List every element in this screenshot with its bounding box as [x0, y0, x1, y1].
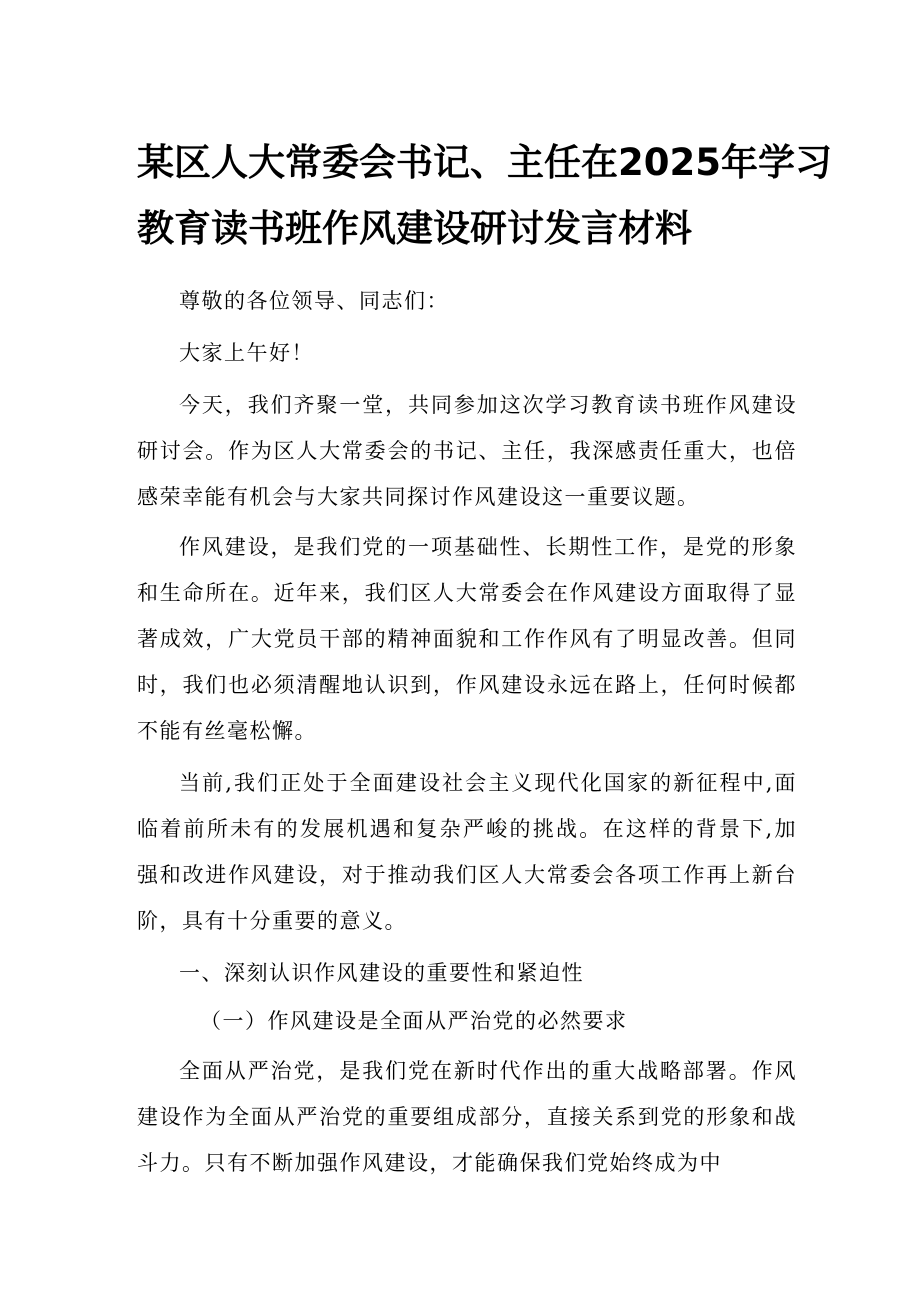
document-title	[137, 130, 832, 262]
document-body	[137, 278, 797, 1186]
subsection-heading-1: （一）作风建设是全面从严治党的必然要求	[200, 1009, 628, 1033]
title-line-1: 某区人大常委会书记、主任在2025年学习	[137, 141, 832, 184]
paragraph-1: 今天，我们齐聚一堂，共同参加这次学习教育读书班作风建设研讨会。作为区人大常委会的书记、主任，我深感责任重大，也倍感荣幸能有机会与大家共同探讨作风建设这一重要议题。	[137, 393, 797, 509]
greeting: 大家上午好！	[179, 341, 314, 365]
title-line-2: 教育读书班作风建设研讨发言材料	[137, 207, 692, 250]
section-heading-1: 一、深刻认识作风建设的重要性和紧迫性	[179, 961, 584, 985]
paragraph-3: 当前,我们正处于全面建设社会主义现代化国家的新征程中,面临着前所未有的发展机遇和复杂严峻的挑战。在这样的背景下,加强和改进作风建设，对于推动我们区人大常委会各项工作再上新台阶，具有十分重要的意义。	[137, 771, 797, 933]
salutation: 尊敬的各位领导、同志们：	[179, 289, 449, 313]
paragraph-2: 作风建设，是我们党的一项基础性、长期性工作，是党的形象和生命所在。近年来，我们区人大常委会在作风建设方面取得了显著成效，广大党员干部的精神面貌和工作作风有了明显改善。但同时，我们也必须清醒地认识到，作风建设永远在路上，任何时候都不能有丝毫松懈。	[137, 535, 797, 743]
paragraph-4: 全面从严治党，是我们党在新时代作出的重大战略部署。作风建设作为全面从严治党的重要组成部分，直接关系到党的形象和战斗力。只有不断加强作风建设，才能确保我们党始终成为中	[137, 1059, 797, 1175]
